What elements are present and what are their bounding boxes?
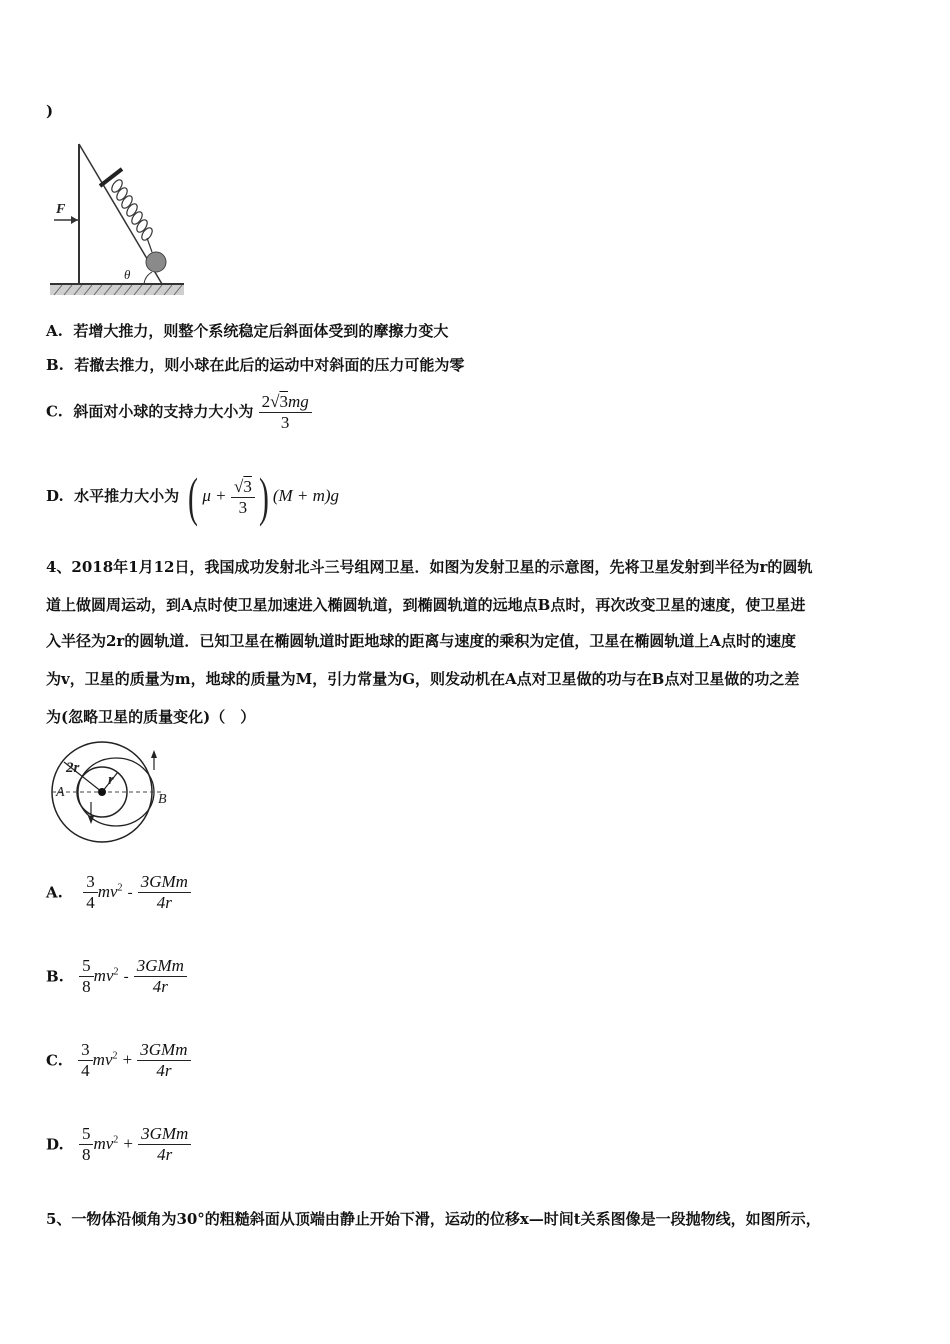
outer-radius-label: 2r — [66, 760, 80, 776]
q4-line-5: 为(忽略卫星的质量变化)（ ） — [46, 708, 256, 726]
angle-label: θ — [124, 267, 131, 282]
q4-line-1: 4、2018年1月12日，我国成功发射北斗三号组网卫星．如图为发射卫星的示意图，先将卫星发射到半径为r的圆轨 — [46, 558, 813, 576]
orbit-figure — [44, 740, 184, 846]
ball — [146, 252, 166, 272]
q5-line-1: 5、一物体沿倾角为30°的粗糙斜面从顶端由静止开始下滑，运动的位移x—时间t关系图像是一段抛物线，如图所示， — [46, 1210, 821, 1228]
top-paren: ) — [46, 102, 54, 120]
q4-option-b: B. $\frac{5}{8}$ $mv^2$ - $\frac{\text{3GMm}}{4r}$ — [46, 956, 187, 997]
option-label: C. — [46, 402, 63, 421]
point-b-label: B — [158, 792, 167, 807]
q4-option-a: A. $\frac{3}{4}$ $mv^2$ - $\frac{\text{3GMm}}{4r}$ — [46, 872, 191, 913]
ground-hatch — [50, 284, 184, 295]
spring-coil — [110, 178, 155, 252]
force-label: F — [56, 202, 66, 217]
option-label: B. — [46, 356, 64, 374]
option-c — [46, 392, 312, 433]
option-text: 水平推力大小为 — [74, 487, 180, 505]
option-d: D. 水平推力大小为 ( μ + $\frac{√3}{3}$ ) (M + m)g — [46, 467, 340, 527]
sqrt3-over-3-fraction: $\frac{√3}{3}$ — [231, 477, 255, 518]
spring-mount — [100, 169, 122, 186]
q4-option-d: D. $\frac{5}{8}$ $mv^2$ + $\frac{\text{3GMm}}{4r}$ — [46, 1124, 191, 1165]
option-label: A. — [46, 322, 63, 340]
inner-radius-label: r — [108, 772, 114, 788]
option-label: D. — [46, 487, 64, 505]
option-text: 斜面对小球的支持力大小为 — [73, 402, 254, 421]
q4-line-4: 为v，卫星的质量为m，地球的质量为M，引力常量为G，则发动机在A点对卫星做的功与在B点对卫星做的功之差 — [46, 670, 800, 688]
option-text: 若增大推力，则整个系统稳定后斜面体受到的摩擦力变大 — [73, 322, 449, 340]
q4-line-2: 道上做圆周运动，到A点时使卫星加速进入椭圆轨道，到椭圆轨道的远地点B点时，再次改变卫星的速度，使卫星进 — [46, 596, 806, 614]
q4-option-c: C. $\frac{3}{4}$ $mv^2$ + $\frac{\text{3GMm}}{4r}$ — [46, 1040, 191, 1081]
point-a-label: A — [56, 785, 65, 800]
support-force-fraction: $\frac{2√3mg}{3}$ — [259, 392, 312, 433]
earth — [98, 788, 106, 796]
option-b — [46, 354, 464, 375]
option-text: 若撤去推力，则小球在此后的运动中对斜面的压力可能为零 — [74, 356, 465, 374]
incline-spring-figure — [44, 128, 189, 300]
q4-line-3: 入半径为2r的圆轨道．已知卫星在椭圆轨道时距地球的距离与速度的乘积为定值，卫星在椭圆轨道上A点时的速度 — [46, 632, 796, 650]
option-a — [46, 320, 448, 341]
